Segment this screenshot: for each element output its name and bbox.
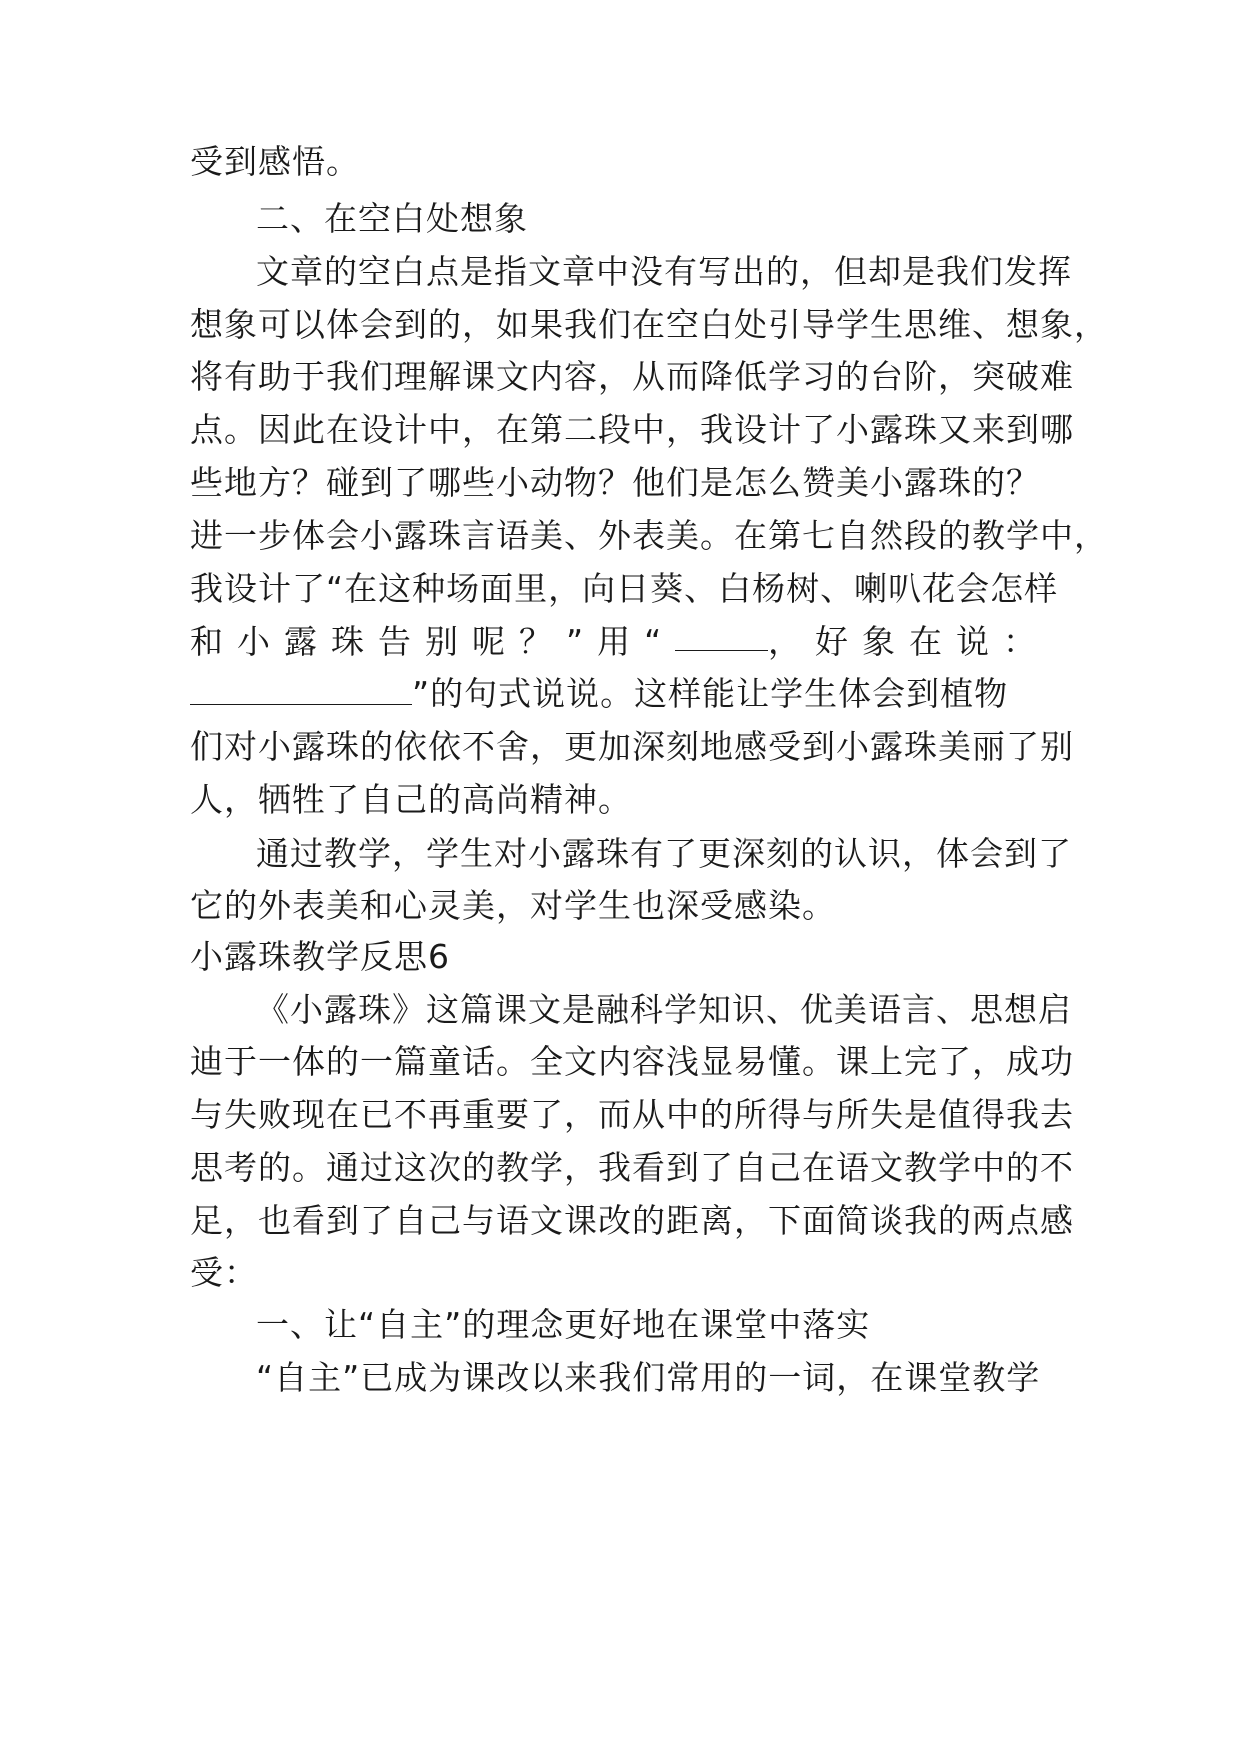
paragraph-line: 受到感悟。 bbox=[190, 142, 360, 181]
fill-in-line bbox=[190, 622, 1050, 662]
fill-in-blank bbox=[675, 622, 768, 651]
fill-in-blank bbox=[190, 676, 412, 705]
paragraph-line: 与失败现在已不再重要了，而从中的所得与所失是值得我去 bbox=[190, 1095, 1074, 1134]
paragraph-line: 我设计了“在这种场面里，向日葵、白杨树、喇叭花会怎样 bbox=[190, 569, 1059, 608]
paragraph-line: 思考的。通过这次的教学，我看到了自己在语文教学中的不 bbox=[190, 1148, 1074, 1187]
paragraph-line: 文章的空白点是指文章中没有写出的，但却是我们发挥 bbox=[256, 252, 1072, 291]
paragraph-line: 通过教学，学生对小露珠有了更深刻的认识，体会到了 bbox=[256, 834, 1072, 873]
fill-in-text-after: ，好象在说： bbox=[768, 622, 1050, 661]
paragraph-line: 想象可以体会到的，如果我们在空白处引导学生思维、想象， bbox=[190, 305, 1108, 344]
paragraph-line: 足，也看到了自己与语文课改的距离，下面简谈我的两点感 bbox=[190, 1201, 1074, 1240]
fill-in-text-before: 和小露珠告别呢？”用“ bbox=[190, 622, 676, 661]
paragraph-line: 受： bbox=[190, 1253, 258, 1292]
section-heading: 一、让“自主”的理念更好地在课堂中落实 bbox=[256, 1305, 871, 1344]
paragraph-line: 将有助于我们理解课文内容，从而降低学习的台阶，突破难 bbox=[190, 357, 1074, 396]
section-heading: 二、在空白处想象 bbox=[256, 199, 528, 238]
paragraph-line: 些地方？碰到了哪些小动物？他们是怎么赞美小露珠的？ bbox=[190, 463, 1040, 502]
paragraph-line: 人，牺牲了自己的高尚精神。 bbox=[190, 780, 632, 819]
paragraph-line: 《小露珠》这篇课文是融科学知识、优美语言、思想启 bbox=[256, 990, 1072, 1029]
paragraph-line: 点。因此在设计中，在第二段中，我设计了小露珠又来到哪 bbox=[190, 410, 1074, 449]
paragraph-line: 们对小露珠的依依不舍，更加深刻地感受到小露珠美丽了别 bbox=[190, 727, 1074, 766]
paragraph-line: 它的外表美和心灵美，对学生也深受感染。 bbox=[190, 886, 836, 925]
paragraph-line: 进一步体会小露珠言语美、外表美。在第七自然段的教学中， bbox=[190, 516, 1108, 555]
paragraph-line: “自主”已成为课改以来我们常用的一词，在课堂教学 bbox=[256, 1358, 1041, 1397]
fill-in-line: ”的句式说说。这样能让学生体会到植物 bbox=[190, 674, 1050, 714]
paragraph-line: 迪于一体的一篇童话。全文内容浅显易懂。课上完了，成功 bbox=[190, 1042, 1074, 1081]
document-subtitle: 小露珠教学反思6 bbox=[190, 937, 450, 976]
